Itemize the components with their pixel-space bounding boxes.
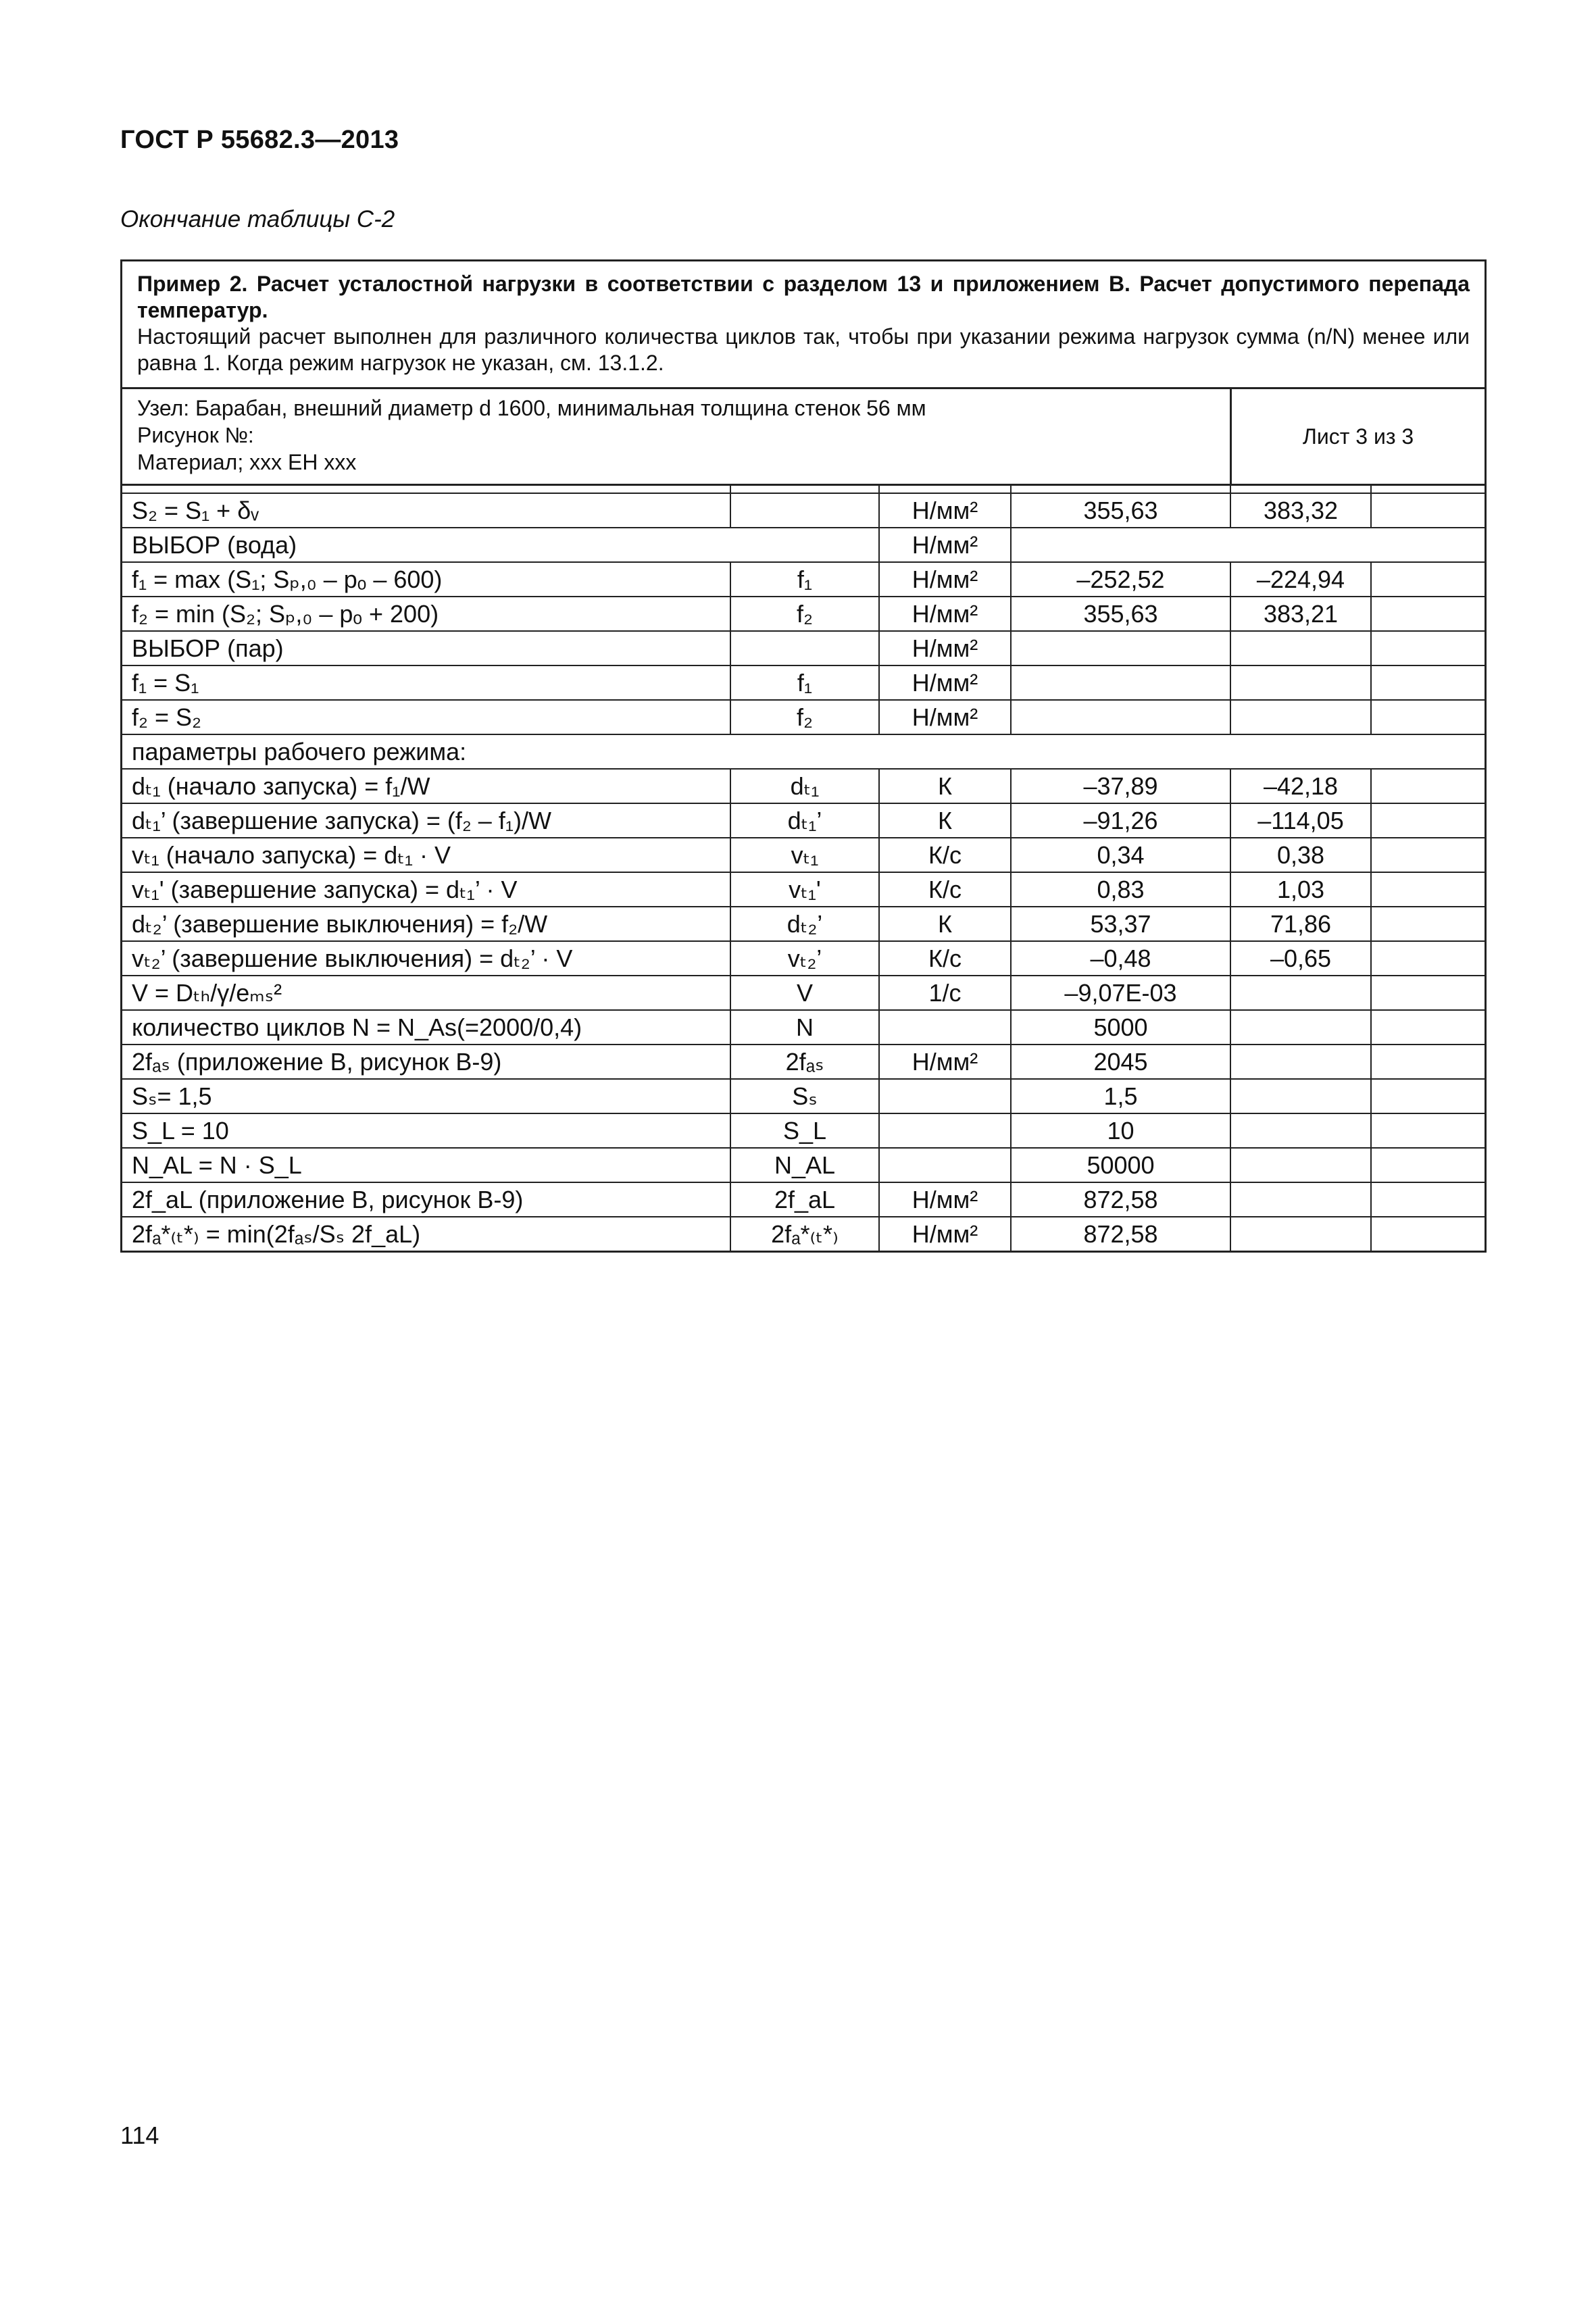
row-value-1: 53,37 — [1011, 907, 1230, 941]
calculation-table — [120, 259, 1487, 1253]
table-row — [122, 907, 1485, 941]
row-value-2: 1,03 — [1230, 872, 1371, 907]
row-unit: Н/мм² — [879, 1045, 1011, 1079]
empty-cell — [1371, 700, 1485, 734]
row-symbol: S_L — [730, 1113, 879, 1148]
table-row — [122, 941, 1485, 976]
row-symbol: dₜ₁ — [730, 769, 879, 803]
row-unit — [879, 1148, 1011, 1182]
table-row — [122, 1079, 1485, 1113]
empty-cell — [1371, 1079, 1485, 1113]
empty-cell — [1371, 493, 1485, 528]
empty-cell — [1371, 1148, 1485, 1182]
row-value-1 — [1011, 700, 1230, 734]
row-description: vₜ₁' (завершение запуска) = dₜ₁’ · V — [122, 872, 730, 907]
row-unit — [879, 1113, 1011, 1148]
row-symbol: Sₛ — [730, 1079, 879, 1113]
table-caption: Окончание таблицы С-2 — [120, 206, 395, 232]
empty-cell — [1371, 597, 1485, 631]
empty-cell — [1371, 941, 1485, 976]
table-row — [122, 1217, 1485, 1251]
row-description: параметры рабочего режима: — [122, 734, 1485, 769]
row-value-2 — [1230, 631, 1371, 665]
table-row — [122, 1148, 1485, 1182]
row-unit: Н/мм² — [879, 528, 1011, 562]
row-value-1: 872,58 — [1011, 1182, 1230, 1217]
row-symbol: f₁ — [730, 562, 879, 597]
row-value-2: 383,21 — [1230, 597, 1371, 631]
row-unit: Н/мм² — [879, 1217, 1011, 1251]
row-unit — [879, 1079, 1011, 1113]
row-description: 2fₐ*₍ₜ*₎ = min(2fₐₛ/Sₛ 2f_aL) — [122, 1217, 730, 1251]
row-unit: Н/мм² — [879, 1182, 1011, 1217]
table-row — [122, 631, 1485, 665]
row-value-1: –9,07E-03 — [1011, 976, 1230, 1010]
document-code: ГОСТ Р 55682.3—2013 — [120, 126, 399, 154]
row-value-2: 0,38 — [1230, 838, 1371, 872]
row-value-2: –42,18 — [1230, 769, 1371, 803]
row-unit: Н/мм² — [879, 700, 1011, 734]
row-value-1 — [1011, 631, 1230, 665]
row-symbol: V — [730, 976, 879, 1010]
spacer-cell — [730, 486, 879, 493]
table-row — [122, 803, 1485, 838]
spacer-cell — [1230, 486, 1371, 493]
example-intro — [122, 261, 1485, 389]
row-description: 2f_aL (приложение В, рисунок В-9) — [122, 1182, 730, 1217]
row-value-2: –114,05 — [1230, 803, 1371, 838]
row-value-2: –224,94 — [1230, 562, 1371, 597]
row-unit: К — [879, 907, 1011, 941]
table-row — [122, 872, 1485, 907]
row-symbol: dₜ₂’ — [730, 907, 879, 941]
row-description: dₜ₁’ (завершение запуска) = (f₂ – f₁)/W — [122, 803, 730, 838]
row-unit: К/с — [879, 941, 1011, 976]
row-value-1: 355,63 — [1011, 493, 1230, 528]
row-value-1: 1,5 — [1011, 1079, 1230, 1113]
example-text: Настоящий расчет выполнен для различного количества циклов так, чтобы при указании режима нагрузок сумма (n/N) менее или равна 1. Когда режим нагрузок не указан, см. 13.1.2. — [137, 324, 1470, 375]
row-description: vₜ₂’ (завершение выключения) = dₜ₂’ · V — [122, 941, 730, 976]
table-row — [122, 597, 1485, 631]
row-value-2 — [1230, 1079, 1371, 1113]
table-row — [122, 562, 1485, 597]
row-description: N_AL = N · S_L — [122, 1148, 730, 1182]
row-value-2 — [1230, 976, 1371, 1010]
row-unit: 1/с — [879, 976, 1011, 1010]
row-symbol: vₜ₁ — [730, 838, 879, 872]
row-value-2 — [1230, 700, 1371, 734]
empty-cell — [1371, 872, 1485, 907]
empty-cell — [1371, 1217, 1485, 1251]
spacer-cell — [879, 486, 1011, 493]
row-unit: К — [879, 803, 1011, 838]
empty-cell — [1371, 1010, 1485, 1045]
row-description: dₜ₂’ (завершение выключения) = f₂/W — [122, 907, 730, 941]
row-value-2: 383,32 — [1230, 493, 1371, 528]
example-title: Пример 2. Расчет усталостной нагрузки в соответствии с разделом 13 и приложением В. Расчет допустимого перепада температур. — [137, 272, 1470, 322]
empty-cell — [1371, 1045, 1485, 1079]
row-symbol: dₜ₁’ — [730, 803, 879, 838]
row-value-1: 5000 — [1011, 1010, 1230, 1045]
row-unit: К/с — [879, 872, 1011, 907]
row-symbol: f₂ — [730, 597, 879, 631]
row-description: f₂ = min (S₂; Sₚ,₀ – pₒ + 200) — [122, 597, 730, 631]
row-symbol — [730, 631, 879, 665]
table-row — [122, 1113, 1485, 1148]
row-unit — [879, 1010, 1011, 1045]
node-info — [122, 389, 1230, 484]
row-value-2: –0,65 — [1230, 941, 1371, 976]
empty-cell — [1371, 803, 1485, 838]
empty-cell — [1371, 665, 1485, 700]
row-description: V = Dₜₕ/γ/eₘₛ² — [122, 976, 730, 1010]
empty-cell — [1371, 838, 1485, 872]
row-unit: Н/мм² — [879, 665, 1011, 700]
row-value-1: –91,26 — [1011, 803, 1230, 838]
row-description: количество циклов N = N_As(=2000/0,4) — [122, 1010, 730, 1045]
row-value-2 — [1230, 665, 1371, 700]
sheet-number: Лист 3 из 3 — [1230, 389, 1485, 484]
row-value-1 — [1011, 528, 1485, 562]
row-value-2: 71,86 — [1230, 907, 1371, 941]
row-value-1: –252,52 — [1011, 562, 1230, 597]
node-line: Узел: Барабан, внешний диаметр d 1600, минимальная толщина стенок 56 мм — [137, 396, 926, 420]
row-description: 2fₐₛ (приложение В, рисунок В-9) — [122, 1045, 730, 1079]
spacer-cell — [1011, 486, 1230, 493]
header-spacer-row — [122, 486, 1485, 493]
table-row — [122, 734, 1485, 769]
row-symbol: vₜ₂’ — [730, 941, 879, 976]
row-value-1: –37,89 — [1011, 769, 1230, 803]
row-description: dₜ₁ (начало запуска) = f₁/W — [122, 769, 730, 803]
empty-cell — [1371, 1113, 1485, 1148]
empty-cell — [1371, 976, 1485, 1010]
row-unit: Н/мм² — [879, 562, 1011, 597]
row-description: Sₛ= 1,5 — [122, 1079, 730, 1113]
row-value-2 — [1230, 1010, 1371, 1045]
row-value-2 — [1230, 1113, 1371, 1148]
empty-cell — [1371, 631, 1485, 665]
row-symbol: vₜ₁' — [730, 872, 879, 907]
row-value-2 — [1230, 1182, 1371, 1217]
table-row — [122, 769, 1485, 803]
row-symbol: 2fₐ*₍ₜ*₎ — [730, 1217, 879, 1251]
material-line: Материал; xxx EH xxx — [137, 450, 357, 474]
row-symbol: f₁ — [730, 665, 879, 700]
row-symbol: N_AL — [730, 1148, 879, 1182]
row-unit: К — [879, 769, 1011, 803]
row-symbol: f₂ — [730, 700, 879, 734]
table-row — [122, 1182, 1485, 1217]
row-value-2 — [1230, 1148, 1371, 1182]
row-value-1: 872,58 — [1011, 1217, 1230, 1251]
row-symbol: 2fₐₛ — [730, 1045, 879, 1079]
table-row — [122, 1010, 1485, 1045]
row-description: vₜ₁ (начало запуска) = dₜ₁ · V — [122, 838, 730, 872]
row-unit: К/с — [879, 838, 1011, 872]
row-description: f₁ = max (S₁; Sₚ,₀ – pₒ – 600) — [122, 562, 730, 597]
empty-cell — [1371, 562, 1485, 597]
row-description: ВЫБОР (пар) — [122, 631, 730, 665]
row-description: S_L = 10 — [122, 1113, 730, 1148]
page-number: 114 — [120, 2121, 159, 2149]
table-row — [122, 528, 1485, 562]
row-description: S₂ = S₁ + δᵥ — [122, 493, 730, 528]
row-value-2 — [1230, 1217, 1371, 1251]
empty-cell — [1371, 907, 1485, 941]
data-grid — [122, 486, 1485, 1251]
empty-cell — [1371, 1182, 1485, 1217]
table-row — [122, 838, 1485, 872]
table-row — [122, 665, 1485, 700]
row-value-1: 355,63 — [1011, 597, 1230, 631]
row-description: f₂ = S₂ — [122, 700, 730, 734]
spacer-cell — [1371, 486, 1485, 493]
node-info-block — [122, 389, 1485, 486]
row-symbol: N — [730, 1010, 879, 1045]
row-description: f₁ = S₁ — [122, 665, 730, 700]
table-row — [122, 976, 1485, 1010]
empty-cell — [1371, 769, 1485, 803]
spacer-cell — [122, 486, 730, 493]
table-row — [122, 700, 1485, 734]
row-unit: Н/мм² — [879, 597, 1011, 631]
row-unit: Н/мм² — [879, 493, 1011, 528]
row-description: ВЫБОР (вода) — [122, 528, 879, 562]
row-value-1: 50000 — [1011, 1148, 1230, 1182]
figure-line: Рисунок №: — [137, 423, 254, 447]
table-row — [122, 493, 1485, 528]
row-value-2 — [1230, 1045, 1371, 1079]
row-value-1: 2045 — [1011, 1045, 1230, 1079]
row-value-1: 0,83 — [1011, 872, 1230, 907]
row-symbol — [730, 493, 879, 528]
table-row — [122, 1045, 1485, 1079]
row-unit: Н/мм² — [879, 631, 1011, 665]
row-value-1: 0,34 — [1011, 838, 1230, 872]
row-value-1 — [1011, 665, 1230, 700]
row-value-1: –0,48 — [1011, 941, 1230, 976]
row-value-1: 10 — [1011, 1113, 1230, 1148]
row-symbol: 2f_aL — [730, 1182, 879, 1217]
